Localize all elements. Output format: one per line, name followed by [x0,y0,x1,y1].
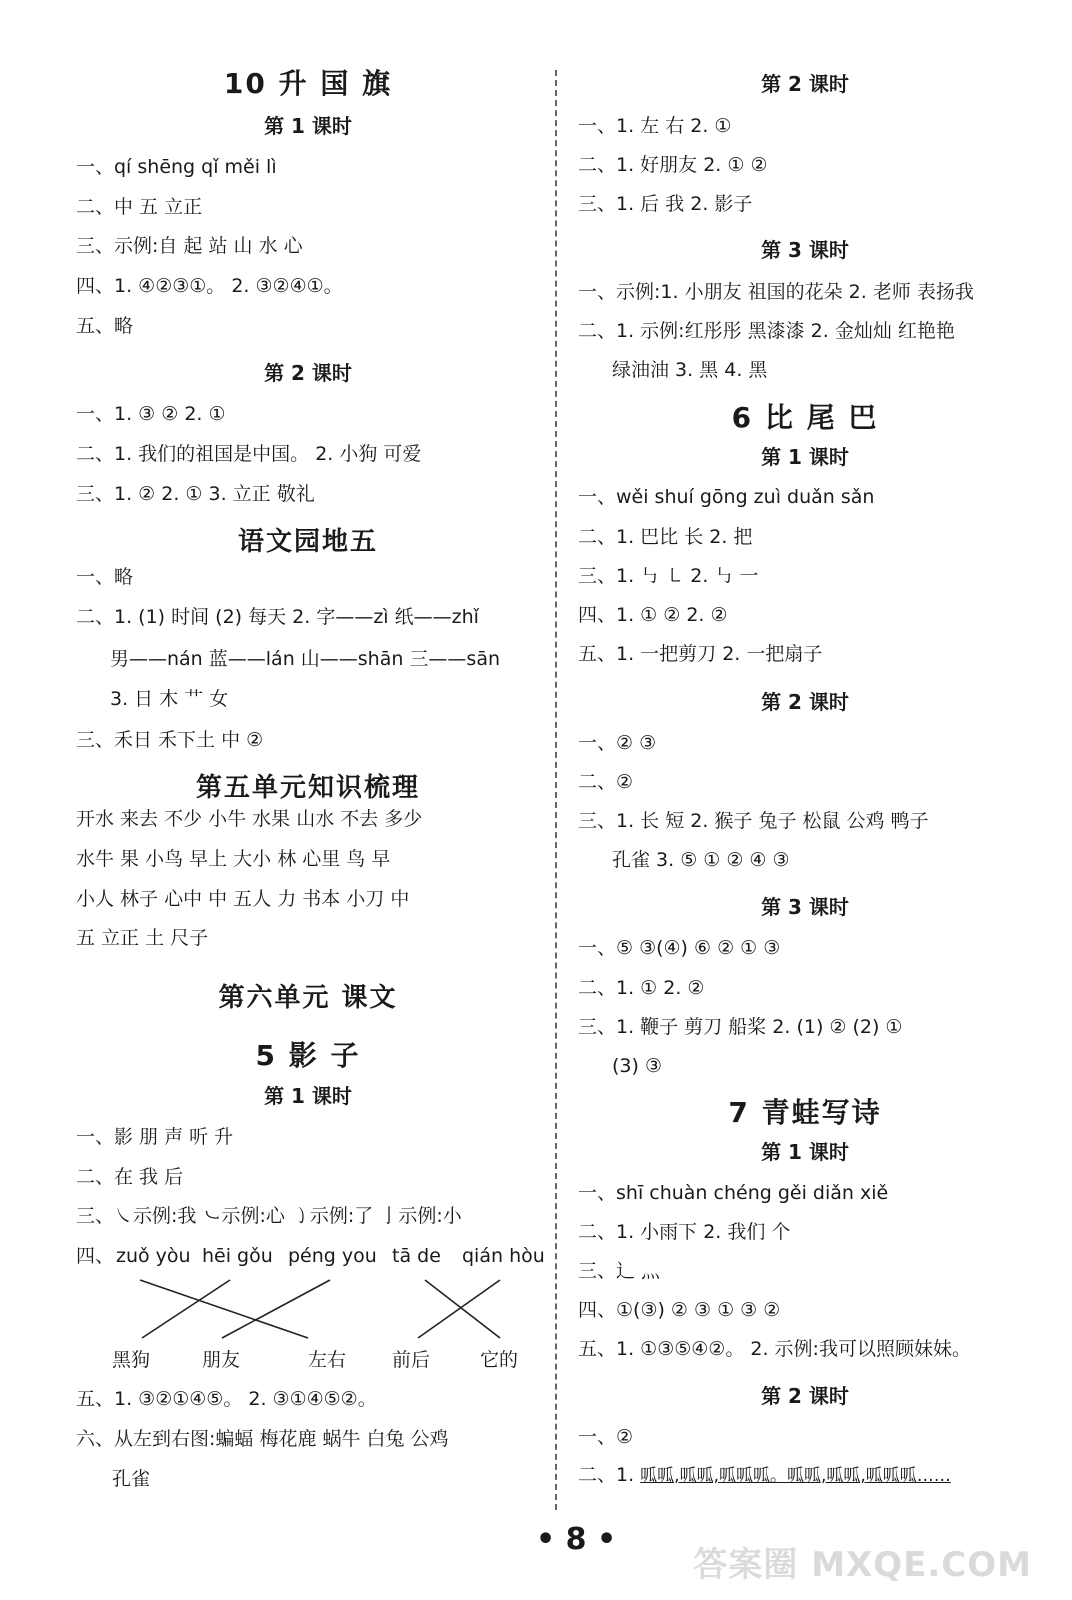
word-item: 左右 [308,1349,347,1371]
answer-label: 四、 [76,1245,115,1267]
answer-line: 四、①(③) ② ③ ① ③ ② [578,1299,781,1321]
answer-line: 三、㇏示例:我 ㇃示例:心 ㇁示例:了 亅示例:小 [76,1205,462,1227]
answer-line [578,1462,951,1489]
answer-line: 开水 来去 不少 小牛 水果 山水 不去 多少 [76,808,423,830]
watermark-logo: 答案圈 MXQE.COM [693,1545,1032,1585]
answer-line: 三、1. ② 2. ① 3. 立正 敬礼 [76,483,315,505]
answer-line: (3) ③ [612,1055,662,1077]
lesson-6-period-1: 第 1 课时 [761,445,849,469]
answer-line: 一、1. 左 右 2. ① [578,115,732,137]
word-item: 黑狗 [112,1349,151,1371]
unit-5-review-title: 第五单元知识梳理 [195,773,421,803]
answer-line: 五、略 [76,315,134,337]
lesson-5-period-2: 第 2 课时 [761,72,849,96]
answer-line: 三、1. ㇉ ㇄ 2. ㇉ 一 [578,565,759,587]
answer-line: 一、示例:1. 小朋友 祖国的花朵 2. 老师 表扬我 [578,281,974,303]
answer-line: 五、1. ③②①④⑤。 2. ③①④⑤②。 [76,1388,377,1410]
answer-line: 二、1. (1) 时间 (2) 每天 2. 字——zì 纸——zhǐ [76,606,479,628]
answer-line: 二、1. 示例:红彤彤 黑漆漆 2. 金灿灿 红艳艳 [578,320,955,342]
answer-line: 五、1. ①③⑤④②。 2. 示例:我可以照顾妹妹。 [578,1338,971,1360]
pinyin-item: péng you [288,1245,377,1267]
word-item: 它的 [480,1349,519,1371]
answer-line: 3. 日 木 艹 女 [110,688,229,710]
answer-line: 二、在 我 后 [76,1166,184,1188]
answer-line: 小人 林子 心中 中 五人 力 书本 小刀 中 [76,888,410,910]
lesson-7-period-1: 第 1 课时 [761,1140,849,1164]
lesson-7-period-2: 第 2 课时 [761,1384,849,1408]
answer-line: 五、1. 一把剪刀 2. 一把扇子 [578,643,823,665]
pinyin-item: tā de [392,1245,441,1267]
lesson-5-period-3: 第 3 课时 [761,238,849,262]
matching-lines [0,0,560,1400]
answer-line: 二、1. 巴比 长 2. 把 [578,526,753,548]
answer-prefix: 二、1. [578,1464,641,1486]
pinyin-item: qián hòu [462,1245,545,1267]
answer-line: 四、1. ④②③①。 2. ③②④①。 [76,275,343,297]
unit-6-title: 第六单元 课文 [218,983,398,1013]
lesson-5-title: 5 影 子 [255,1039,361,1072]
lesson-7-title: 7 青蛙写诗 [728,1096,882,1129]
page-number: • 8 • [536,1522,617,1557]
word-item: 前后 [392,1349,431,1371]
answer-line: 三、1. 后 我 2. 影子 [578,193,753,215]
answer-line: 三、1. 鞭子 剪刀 船桨 2. (1) ② (2) ① [578,1016,903,1038]
lesson-6-period-3: 第 3 课时 [761,895,849,919]
answer-line: 二、1. 好朋友 2. ① ② [578,154,768,176]
answer-line: 二、1. 小雨下 2. 我们 个 [578,1221,791,1243]
answer-line: 一、wěi shuí gōng zuì duǎn sǎn [578,486,875,508]
answer-line: 二、中 五 立正 [76,196,203,218]
answer-line: 二、1. 我们的祖国是中国。 2. 小狗 可爱 [76,443,422,465]
answer-line: 孔雀 [112,1468,151,1490]
answer-line: 一、② [578,1426,634,1448]
answer-line: 二、② [578,771,634,793]
answer-line: 孔雀 3. ⑤ ① ② ④ ③ [612,849,790,871]
answer-line: 六、从左到右图:蝙蝠 梅花鹿 蜗牛 白兔 公鸡 [76,1428,449,1450]
answer-line: 五 立正 土 尺子 [76,927,209,949]
answer-line: 一、shī chuàn chéng gěi diǎn xiě [578,1182,889,1204]
lesson-10-period-1: 第 1 课时 [264,114,352,138]
lesson-10-period-2: 第 2 课时 [264,361,352,385]
column-divider [555,70,557,1510]
answer-line: 一、影 朋 声 听 升 [76,1126,234,1148]
lesson-5-period-1: 第 1 课时 [264,1084,352,1108]
word-item: 朋友 [202,1349,241,1371]
answer-line: 三、示例:自 起 站 山 水 心 [76,235,303,257]
lesson-6-period-2: 第 2 课时 [761,690,849,714]
pinyin-item: hēi gǒu [202,1245,273,1267]
answer-line: 一、1. ③ ② 2. ① [76,403,226,425]
underlined-answer: 呱呱,呱呱,呱呱呱。呱呱,呱呱,呱呱呱…… [640,1466,951,1486]
answer-line: 四、1. ① ② 2. ② [578,604,728,626]
answer-line: 水牛 果 小鸟 早上 大小 林 心里 鸟 早 [76,848,391,870]
answer-line: 一、qí shēng qǐ měi lì [76,156,277,178]
answer-line: 一、② ③ [578,732,657,754]
pinyin-item: zuǒ yòu [116,1245,191,1267]
answer-line: 一、⑤ ③(④) ⑥ ② ① ③ [578,937,781,959]
answer-line: 三、1. 长 短 2. 猴子 兔子 松鼠 公鸡 鸭子 [578,810,929,832]
lesson-10-title: 10 升 国 旗 [223,67,393,100]
answer-line: 二、1. ① 2. ② [578,977,705,999]
answer-line: 三、禾日 禾下土 中 ② [76,729,264,751]
lesson-6-title: 6 比 尾 巴 [731,401,879,434]
answer-line: 三、辶 灬 [578,1260,661,1282]
answer-line: 男——nán 蓝——lán 山——shān 三——sān [110,648,501,670]
yuwen-yuandi-5-title: 语文园地五 [237,527,379,557]
answer-line: 一、略 [76,566,134,588]
answer-line: 绿油油 3. 黑 4. 黑 [612,359,768,381]
